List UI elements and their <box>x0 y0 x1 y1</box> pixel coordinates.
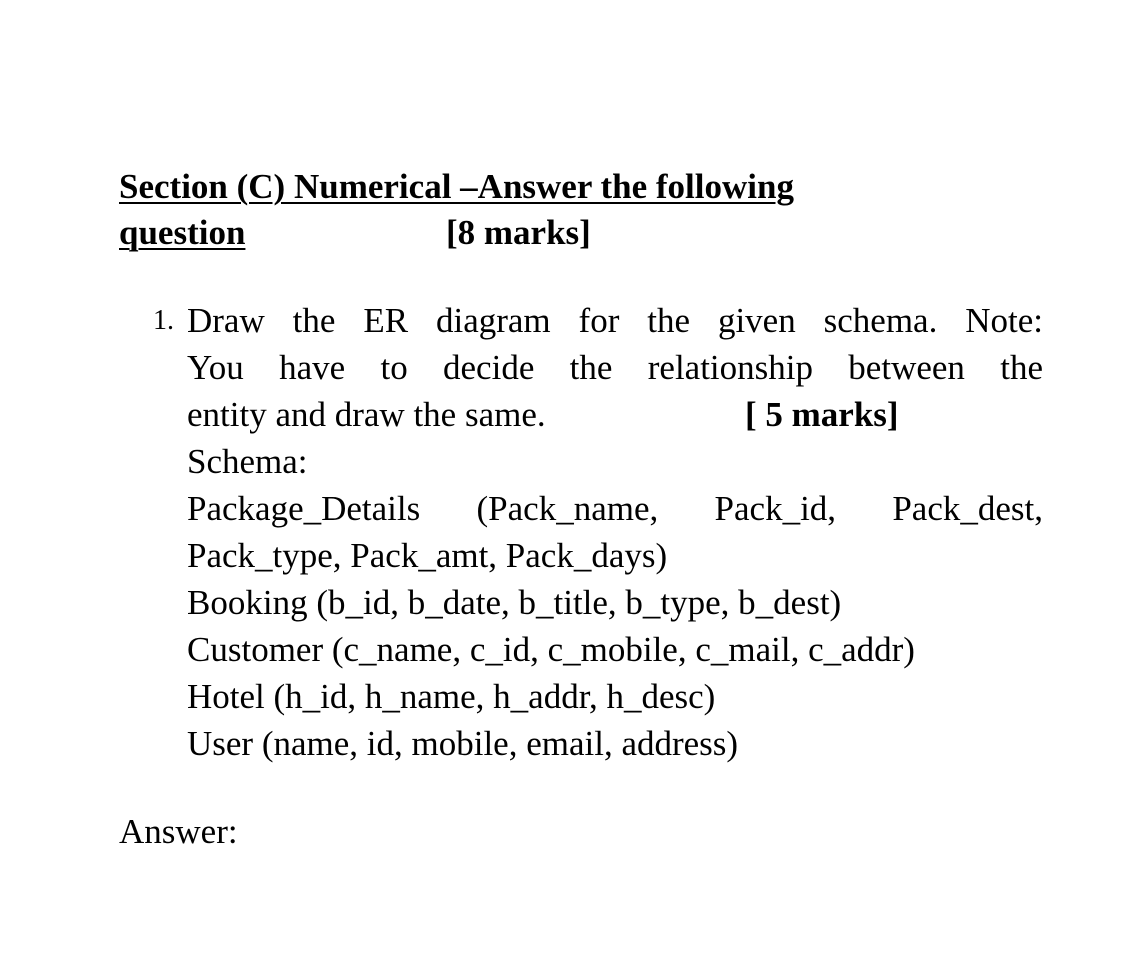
section-heading <box>119 164 919 256</box>
schema-line-hotel: Hotel (h_id, h_name, h_addr, h_desc) <box>187 677 716 716</box>
schema-line-customer: Customer (c_name, c_id, c_mobile, c_mail, c_addr) <box>187 630 915 669</box>
question-text-line-2: You have to decide the relationship between the <box>187 348 1043 387</box>
question-1 <box>153 297 1043 767</box>
question-text <box>187 297 1043 438</box>
answer-label: Answer: <box>119 812 238 851</box>
schema-line-user: User (name, id, mobile, email, address) <box>187 724 739 763</box>
question-text-line-1: Draw the ER diagram for the given schema. Note: <box>187 301 1043 340</box>
section-marks: [8 marks] <box>446 213 591 252</box>
section-title-line1: Section (C) Numerical –Answer the following <box>119 167 794 206</box>
schema-line-package-details-cont: Pack_type, Pack_amt, Pack_days) <box>187 536 668 575</box>
schema-line-booking: Booking (b_id, b_date, b_title, b_type, b_dest) <box>187 583 842 622</box>
question-text-line-3: entity and draw the same. <box>187 395 546 434</box>
schema-line-package-details: Package_Details (Pack_name, Pack_id, Pack_dest, <box>187 489 1043 528</box>
question-number: 1. <box>153 305 174 336</box>
question-marks: [ 5 marks] <box>745 395 899 434</box>
question-text-line-3-wrap <box>187 391 1043 438</box>
section-title-line2: question <box>119 213 246 252</box>
schema-block <box>187 438 1043 767</box>
schema-label: Schema: <box>187 442 308 481</box>
